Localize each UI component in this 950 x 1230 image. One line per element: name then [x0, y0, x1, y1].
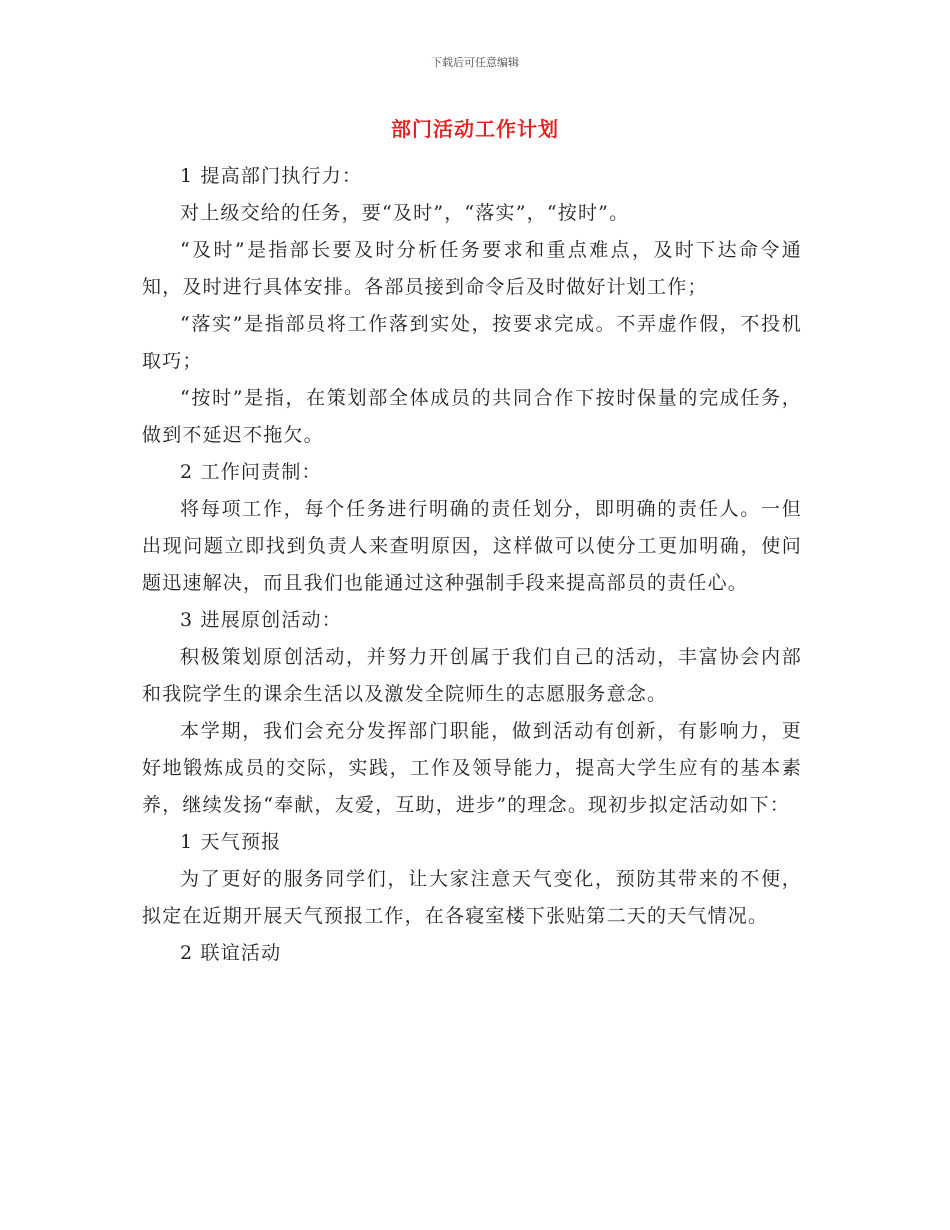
page-header: 下载后可任意编辑 — [431, 56, 519, 69]
section-heading-3: 3 进展原创活动： — [180, 609, 342, 631]
activity-heading-2: 2 联谊活动 — [180, 942, 282, 964]
paragraph: “及时”是指部长要及时分析任务要求和重点难点，及时下达命令通知，及时进行具体安排。各部员接到命令后及时做好计划工作； — [142, 239, 802, 298]
paragraph: 将每项工作，每个任务进行明确的责任划分，即明确的责任人。一但出现问题立即找到负责人来查明原因，这样做可以使分工更加明确，使问题迅速解决，而且我们也能通过这种强制手段来提高部员的责任心。 — [142, 498, 802, 594]
activity-heading-1: 1 天气预报 — [180, 831, 282, 853]
paragraph: 本学期，我们会充分发挥部门职能，做到活动有创新，有影响力，更好地锻炼成员的交际，实践，工作及领导能力，提高大学生应有的基本素养，继续发扬“奉献，友爱，互助，进步”的理念。现初步拟定活动如下： — [142, 720, 802, 816]
section-heading-2: 2 工作问责制： — [180, 461, 322, 483]
section-heading-1: 1 提高部门执行力： — [180, 165, 363, 187]
document-title: 部门活动工作计划 — [391, 117, 559, 141]
paragraph: “落实”是指部员将工作落到实处，按要求完成。不弄虚作假，不投机取巧； — [142, 313, 802, 372]
paragraph: 对上级交给的任务，要“及时”，“落实”，“按时”。 — [180, 202, 630, 224]
document-body — [142, 158, 802, 972]
paragraph: 积极策划原创活动，并努力开创属于我们自己的活动，丰富协会内部和我院学生的课余生活以及激发全院师生的志愿服务意念。 — [142, 646, 802, 705]
paragraph: 为了更好的服务同学们，让大家注意天气变化，预防其带来的不便，拟定在近期开展天气预报工作，在各寝室楼下张贴第二天的天气情况。 — [142, 868, 802, 927]
paragraph: “按时”是指，在策划部全体成员的共同合作下按时保量的完成任务，做到不延迟不拖欠。 — [142, 387, 802, 446]
